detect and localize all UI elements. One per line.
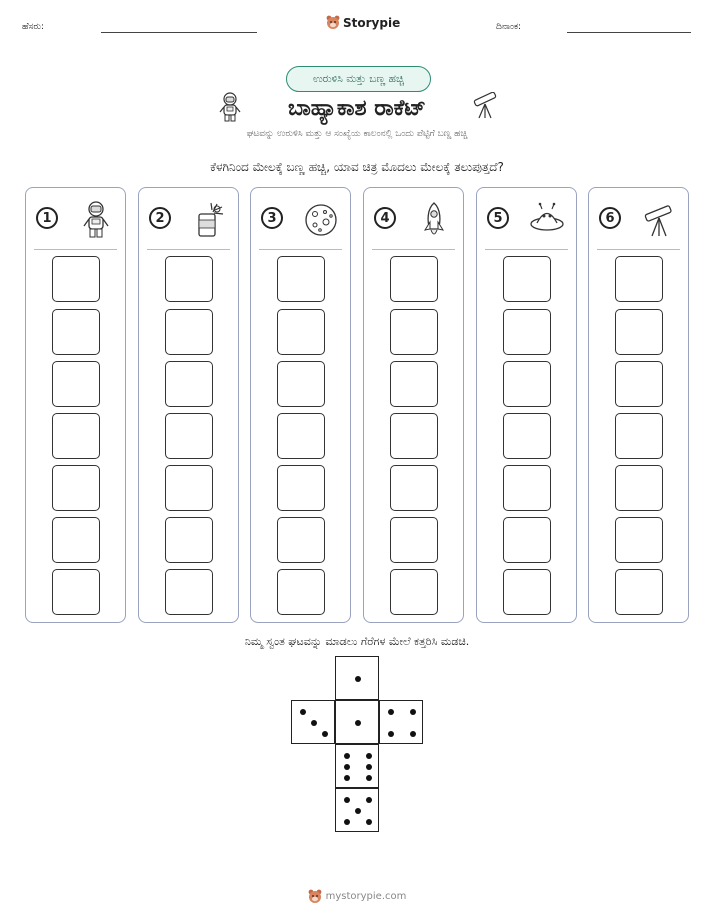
- column-number: 6: [599, 207, 621, 229]
- color-box[interactable]: [615, 569, 663, 615]
- column-number: 1: [36, 207, 58, 229]
- column-divider: [259, 249, 342, 250]
- color-box[interactable]: [277, 569, 325, 615]
- die-face-1: [335, 656, 379, 700]
- color-box[interactable]: [165, 309, 213, 355]
- color-box[interactable]: [390, 517, 438, 563]
- color-box[interactable]: [52, 361, 100, 407]
- color-box[interactable]: [277, 465, 325, 511]
- color-box[interactable]: [52, 465, 100, 511]
- die-face-4: [379, 700, 423, 744]
- color-box[interactable]: [615, 361, 663, 407]
- color-box[interactable]: [277, 361, 325, 407]
- brand-logo: [326, 15, 400, 30]
- color-box[interactable]: [615, 413, 663, 459]
- color-box[interactable]: [52, 569, 100, 615]
- column-number: 5: [487, 207, 509, 229]
- color-box[interactable]: [615, 465, 663, 511]
- color-box[interactable]: [390, 465, 438, 511]
- question-text: ಕೆಳಗಿನಿಂದ ಮೇಲಕ್ಕೆ ಬಣ್ಣ ಹಚ್ಚಿ, ಯಾವ ಚಿತ್ರ ಮೊದಲು ಮೇಲಕ್ಕೆ ತಲುಪುತ್ತದೆ?: [210, 160, 504, 174]
- color-box[interactable]: [390, 413, 438, 459]
- color-box[interactable]: [52, 256, 100, 302]
- color-box[interactable]: [503, 517, 551, 563]
- color-box[interactable]: [503, 413, 551, 459]
- bear-logo-icon: [308, 889, 322, 904]
- color-box[interactable]: [277, 517, 325, 563]
- color-box[interactable]: [503, 361, 551, 407]
- color-box[interactable]: [615, 256, 663, 302]
- column-4: [363, 187, 464, 623]
- die-face-6: [335, 744, 379, 788]
- column-6: [588, 187, 689, 623]
- color-box[interactable]: [165, 465, 213, 511]
- color-box[interactable]: [165, 569, 213, 615]
- name-label: ಹೆಸರು:: [22, 22, 45, 32]
- die-face-3: [291, 700, 335, 744]
- column-number: 3: [261, 207, 283, 229]
- cut-instruction: ನಿಮ್ಮ ಸ್ವಂತ ಘಟವನ್ನು ಮಾಡಲು ಗೆರೆಗಳ ಮೇಲೆ ಕತ್ತರಿಸಿ ಮಡಚಿ.: [244, 635, 470, 648]
- color-box[interactable]: [390, 256, 438, 302]
- color-box[interactable]: [503, 309, 551, 355]
- page-title: ಬಾಹ್ಯಾಕಾಶ ರಾಕೆಟ್: [288, 96, 426, 121]
- brand-name: Storypie: [343, 15, 401, 30]
- color-box[interactable]: [52, 517, 100, 563]
- column-2: [138, 187, 239, 623]
- color-box[interactable]: [503, 465, 551, 511]
- column-3: [250, 187, 351, 623]
- date-label: ದಿನಾಂಕ:: [496, 22, 522, 32]
- color-box[interactable]: [165, 361, 213, 407]
- moon-icon: [301, 200, 341, 240]
- color-box[interactable]: [52, 413, 100, 459]
- subtitle-badge: ಉರುಳಿಸಿ ಮತ್ತು ಬಣ್ಣ ಹಚ್ಚಿ: [286, 66, 431, 92]
- color-box[interactable]: [165, 517, 213, 563]
- color-box[interactable]: [390, 361, 438, 407]
- column-divider: [485, 249, 568, 250]
- footer: [0, 889, 714, 904]
- instruction-text: ಘಟವನ್ನು ಉರುಳಿಸಿ ಮತ್ತು ಆ ಸಂಖ್ಯೆಯ ಕಾಲಂನಲ್ಲಿ ಒಂದು ಪೆಟ್ಟಿಗೆ ಬಣ್ಣ ಹಚ್ಚಿ: [246, 129, 468, 139]
- name-line[interactable]: [101, 32, 257, 33]
- bear-logo-icon: [326, 15, 340, 30]
- fuel-can-icon: [189, 200, 229, 240]
- color-box[interactable]: [615, 517, 663, 563]
- column-5: [476, 187, 577, 623]
- column-divider: [597, 249, 680, 250]
- column-number: 4: [374, 207, 396, 229]
- color-box[interactable]: [390, 309, 438, 355]
- color-box[interactable]: [165, 256, 213, 302]
- column-divider: [147, 249, 230, 250]
- die-face-5: [335, 788, 379, 832]
- telescope-icon: [470, 92, 500, 120]
- color-box[interactable]: [503, 569, 551, 615]
- footer-url[interactable]: mystorypie.com: [325, 891, 407, 902]
- column-divider: [372, 249, 455, 250]
- color-box[interactable]: [52, 309, 100, 355]
- color-box[interactable]: [390, 569, 438, 615]
- column-number: 2: [149, 207, 171, 229]
- column-1: [25, 187, 126, 623]
- column-divider: [34, 249, 117, 250]
- date-line[interactable]: [567, 32, 691, 33]
- color-box[interactable]: [277, 309, 325, 355]
- alien-ufo-icon: [527, 200, 567, 240]
- telescope-icon: [639, 200, 679, 240]
- color-box[interactable]: [503, 256, 551, 302]
- rocket-icon: [414, 200, 454, 240]
- color-box[interactable]: [165, 413, 213, 459]
- die-face-1b: [335, 700, 379, 744]
- astronaut-icon: [76, 200, 116, 240]
- color-box[interactable]: [277, 413, 325, 459]
- color-box[interactable]: [615, 309, 663, 355]
- color-box[interactable]: [277, 256, 325, 302]
